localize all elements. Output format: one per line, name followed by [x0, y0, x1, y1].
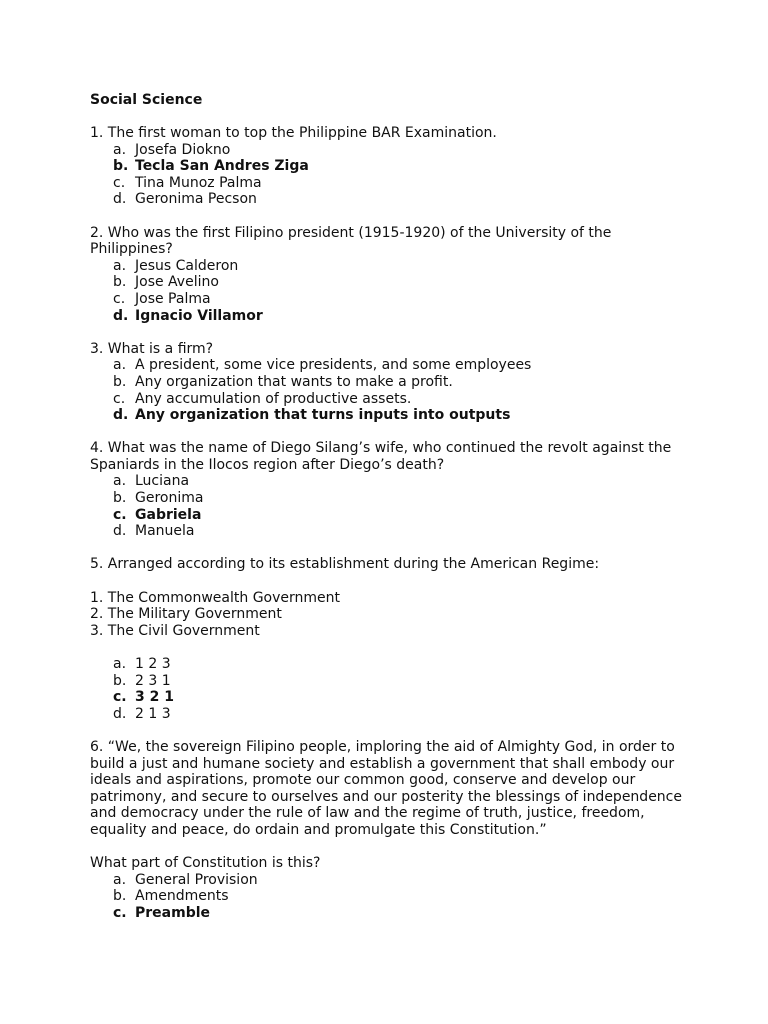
- option-letter: a.: [113, 871, 127, 888]
- option-answer: [90, 905, 690, 922]
- option-text: Jesus Calderon: [135, 257, 239, 274]
- option-letter: b.: [113, 490, 127, 507]
- option-list: [90, 473, 690, 539]
- question-text: 4. What was the name of Diego Silang’s wife, who continued the revolt against the Spaniards in the Ilocos region after Diego’s death?: [90, 440, 672, 473]
- option-text: Ignacio Villamor: [135, 307, 263, 324]
- option-text: 3 2 1: [135, 689, 174, 706]
- option-text: Luciana: [135, 473, 190, 490]
- option-text: 1 2 3: [135, 656, 171, 672]
- option-letter: d.: [113, 523, 127, 540]
- option-list: [90, 258, 690, 324]
- option-text: Any accumulation of productive assets.: [135, 390, 412, 407]
- option: [90, 673, 690, 690]
- option-text: Geronima Pecson: [135, 191, 257, 208]
- option-text: Tina Munoz Palma: [135, 174, 262, 191]
- option: [90, 291, 690, 308]
- question-text: 1. The first woman to top the Philippine BAR Examination.: [90, 125, 497, 141]
- option-text: Manuela: [135, 523, 195, 540]
- option-letter: c.: [113, 390, 126, 407]
- option-letter: a.: [113, 257, 127, 274]
- option-text: Preamble: [135, 904, 211, 921]
- option-text: Gabriela: [135, 506, 202, 523]
- option-letter: b.: [113, 274, 127, 291]
- option-text: Tecla San Andres Ziga: [135, 158, 309, 175]
- option-letter: b.: [113, 888, 127, 905]
- option-text: Any organization that wants to make a profit.: [135, 373, 453, 390]
- option-letter: a.: [113, 656, 127, 672]
- question-text: 6. “We, the sovereign Filipino people, imploring the aid of Almighty God, in order to build a just and humane society and establish a government that shall embody our ideals and aspirations, promote our common good, conserve and develop our patrimony, and secure to ourselves and our posterity the blessings of independence and democracy under the rule of law and the regime of truth, justice, freedom, equality and peace, do ordain and promulgate this Constitution.”: [90, 738, 682, 838]
- option-text: General Provision: [135, 871, 258, 888]
- option: [90, 175, 690, 192]
- sequence-item: 3. The Civil Government: [90, 622, 260, 639]
- question-text: 3. What is a firm?: [90, 340, 214, 357]
- question-4: [90, 440, 690, 540]
- option-letter: c.: [113, 904, 127, 921]
- option-text: Any organization that turns inputs into outputs: [135, 407, 511, 424]
- option-list: [90, 142, 690, 208]
- question-text: 5. Arranged according to its establishment during the American Regime:: [90, 556, 600, 573]
- option-text: A president, some vice presidents, and some employees: [135, 357, 532, 374]
- option-list: [90, 357, 690, 423]
- spacer: [90, 639, 690, 656]
- option-letter: b.: [113, 158, 129, 175]
- option-text: 2 1 3: [135, 705, 171, 722]
- option: [90, 888, 690, 905]
- option: [90, 656, 690, 673]
- option-letter: b.: [113, 373, 127, 390]
- option-text: Geronima: [135, 490, 204, 507]
- option: [90, 142, 690, 159]
- option-answer: [90, 308, 690, 325]
- option: [90, 391, 690, 408]
- option: [90, 490, 690, 507]
- option-letter: c.: [113, 689, 127, 706]
- option-text: 2 3 1: [135, 672, 171, 689]
- option-answer: [90, 689, 690, 706]
- option-answer: [90, 407, 690, 424]
- sequence-item: 2. The Military Government: [90, 606, 282, 623]
- option: [90, 374, 690, 391]
- option-letter: c.: [113, 506, 127, 523]
- option: [90, 473, 690, 490]
- option-letter: d.: [113, 307, 129, 324]
- question-6: [90, 739, 690, 922]
- option-letter: a.: [113, 141, 127, 158]
- option-answer: [90, 507, 690, 524]
- option-letter: a.: [113, 357, 127, 374]
- option: [90, 872, 690, 889]
- option-text: Amendments: [135, 888, 229, 905]
- option-answer: [90, 158, 690, 175]
- question-text: 2. Who was the first Filipino president (1915-1920) of the University of the Philippines?: [90, 224, 612, 258]
- question-2: [90, 225, 690, 325]
- question-5: [90, 556, 690, 722]
- subquestion-text: What part of Constitution is this?: [90, 855, 321, 872]
- sequence-item: 1. The Commonwealth Government: [90, 589, 341, 606]
- option-letter: b.: [113, 672, 127, 689]
- document-title: Social Science: [90, 92, 203, 108]
- question-list: [90, 125, 690, 938]
- option-text: Josefa Diokno: [135, 141, 231, 158]
- question-3: [90, 341, 690, 424]
- option-letter: c.: [113, 290, 126, 307]
- option-list: [90, 656, 690, 722]
- option-letter: c.: [113, 174, 126, 191]
- option: [90, 258, 690, 275]
- option: [90, 191, 690, 208]
- option-letter: d.: [113, 705, 127, 722]
- option: [90, 357, 690, 374]
- option: [90, 274, 690, 291]
- option-letter: d.: [113, 191, 127, 208]
- option-list: [90, 872, 690, 922]
- option-letter: a.: [113, 473, 127, 490]
- option-text: Jose Palma: [135, 290, 211, 307]
- spacer: [90, 573, 690, 590]
- spacer: [90, 839, 690, 856]
- option-letter: d.: [113, 407, 129, 424]
- option: [90, 523, 690, 540]
- option-text: Jose Avelino: [135, 274, 219, 291]
- question-1: [90, 125, 690, 208]
- option: [90, 706, 690, 723]
